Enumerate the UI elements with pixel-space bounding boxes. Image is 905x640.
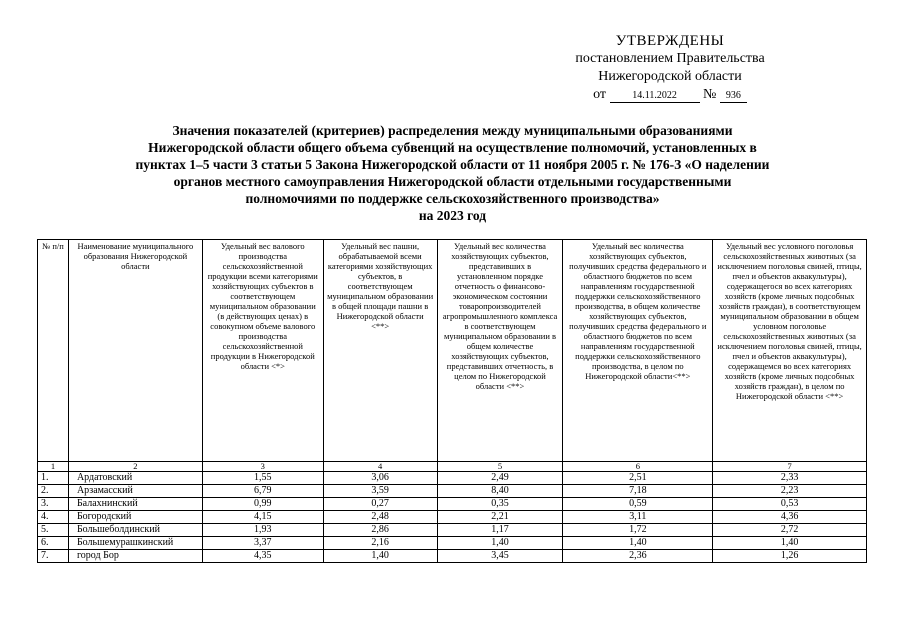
- approval-heading: УТВЕРЖДЕНЫ: [615, 33, 725, 49]
- number-label: №: [703, 87, 717, 102]
- livestock-value: 1,26: [713, 550, 867, 563]
- municipality-name: Богородский: [68, 511, 202, 524]
- reporting-entities-value: 0,35: [437, 498, 563, 511]
- reporting-entities-value: 3,45: [437, 550, 563, 563]
- arable-land-value: 3,06: [323, 472, 437, 485]
- gross-production-value: 1,55: [202, 472, 323, 485]
- gross-production-value: 6,79: [202, 485, 323, 498]
- title-line-6: на 2023 год: [418, 208, 487, 223]
- table-row: [38, 485, 867, 498]
- gross-production-value: 4,35: [202, 550, 323, 563]
- header-municipality: Наименование муниципального образования Нижегородской области: [68, 240, 202, 462]
- title-line-3: пунктах 1–5 части 3 статьи 5 Закона Нижегородской области от 11 ноября 2005 г. № 176-З «О наделении: [135, 157, 770, 172]
- table-row: [38, 511, 867, 524]
- supported-entities-value: 0,59: [563, 498, 713, 511]
- row-number: 6.: [38, 537, 69, 550]
- document-title: [95, 122, 810, 224]
- column-number: 1: [38, 462, 69, 472]
- reporting-entities-value: 2,21: [437, 511, 563, 524]
- indicators-table: [37, 239, 867, 563]
- approval-date-line: [560, 86, 780, 104]
- approval-date: 14.11.2022: [610, 90, 700, 103]
- livestock-value: 1,40: [713, 537, 867, 550]
- reporting-entities-value: 8,40: [437, 485, 563, 498]
- table-row: [38, 498, 867, 511]
- municipality-name: город Бор: [68, 550, 202, 563]
- table-row: [38, 550, 867, 563]
- column-number: 5: [437, 462, 563, 472]
- municipality-name: Большемурашкинский: [68, 537, 202, 550]
- table-row: [38, 524, 867, 537]
- title-line-5: полномочиями по поддержке сельскохозяйственного производства»: [245, 191, 660, 206]
- title-line-4: органов местного самоуправления Нижегородской области отдельными государственными: [173, 174, 732, 189]
- header-number: № п/п: [38, 240, 69, 462]
- title-line-2: Нижегородской области общего объема субвенций на осуществление полномочий, установленных в: [148, 140, 757, 155]
- livestock-value: 2,33: [713, 472, 867, 485]
- row-number: 4.: [38, 511, 69, 524]
- gross-production-value: 3,37: [202, 537, 323, 550]
- column-number: 2: [68, 462, 202, 472]
- row-number: 1.: [38, 472, 69, 485]
- column-number: 3: [202, 462, 323, 472]
- header-gross-production: Удельный вес валового производства сельскохозяйственной продукции всеми категориями хозяйствующих субъектов в соответствующем муниципальном образовании (в действующих ценах) в совокупном объеме валового производства сельскохозяйственной продукции в Нижегородской области <*>: [202, 240, 323, 462]
- row-number: 5.: [38, 524, 69, 537]
- header-reporting-entities: Удельный вес количества хозяйствующих субъектов, представивших в установленном порядке отчетность о финансово-экономическом состоянии товаропроизводителей агропромышленного комплекса в соответствующем муниципальном образовании в общем количестве хозяйствующих субъектов, представивших отчетность, в целом по Нижегородской области <**>: [437, 240, 563, 462]
- supported-entities-value: 1,40: [563, 537, 713, 550]
- header-arable-land: Удельный вес пашни, обрабатываемой всеми категориями хозяйствующих субъектов, в соответствующем муниципальном образовании в общей площади пашни в Нижегородской области <**>: [323, 240, 437, 462]
- supported-entities-value: 7,18: [563, 485, 713, 498]
- supported-entities-value: 2,36: [563, 550, 713, 563]
- table-row: [38, 472, 867, 485]
- gross-production-value: 1,93: [202, 524, 323, 537]
- municipality-name: Балахнинский: [68, 498, 202, 511]
- from-label: от: [593, 87, 607, 102]
- supported-entities-value: 3,11: [563, 511, 713, 524]
- header-supported-entities: Удельный вес количества хозяйствующих субъектов, получивших средства федерального и областного бюджетов по всем направлениям государственной поддержки сельскохозяйственного производства, в общем количестве хозяйствующих субъектов, получивших средства федерального и областного бюджетов по всем направлениям государственной поддержки сельскохозяйственного производства, в целом по Нижегородской области<**>: [563, 240, 713, 462]
- column-number: 7: [713, 462, 867, 472]
- livestock-value: 0,53: [713, 498, 867, 511]
- livestock-value: 2,72: [713, 524, 867, 537]
- arable-land-value: 2,48: [323, 511, 437, 524]
- row-number: 2.: [38, 485, 69, 498]
- column-number: 4: [323, 462, 437, 472]
- approval-number: 936: [720, 90, 747, 103]
- livestock-value: 2,23: [713, 485, 867, 498]
- title-line-1: Значения показателей (критериев) распределения между муниципальными образованиями: [172, 123, 733, 138]
- municipality-name: Ардатовский: [68, 472, 202, 485]
- reporting-entities-value: 1,40: [437, 537, 563, 550]
- table-header-row: [38, 240, 867, 462]
- arable-land-value: 1,40: [323, 550, 437, 563]
- gross-production-value: 4,15: [202, 511, 323, 524]
- approval-line-1: постановлением Правительства: [575, 51, 765, 66]
- supported-entities-value: 1,72: [563, 524, 713, 537]
- supported-entities-value: 2,51: [563, 472, 713, 485]
- table-row: [38, 537, 867, 550]
- column-number: 6: [563, 462, 713, 472]
- header-livestock: Удельный вес условного поголовья сельскохозяйственных животных (за исключением поголовья свиней, птицы, пчел и объектов аквакультуры), содержащегося во всех категориях хозяйств (кроме личных подсобных хозяйств граждан), в соответствующем муниципальном образовании в общем условном поголовье сельскохозяйственных животных (за исключением поголовья свиней, птицы, пчел и объектов аквакультуры), содержащемся во всех категориях хозяйств (кроме личных подсобных хозяйств граждан), в целом по Нижегородской области <**>: [713, 240, 867, 462]
- livestock-value: 4,36: [713, 511, 867, 524]
- row-number: 7.: [38, 550, 69, 563]
- arable-land-value: 2,16: [323, 537, 437, 550]
- column-number-row: [38, 462, 867, 472]
- approval-block: [560, 32, 780, 104]
- arable-land-value: 0,27: [323, 498, 437, 511]
- arable-land-value: 2,86: [323, 524, 437, 537]
- approval-line-2: Нижегородской области: [598, 69, 742, 84]
- municipality-name: Арзамасский: [68, 485, 202, 498]
- arable-land-value: 3,59: [323, 485, 437, 498]
- municipality-name: Большеболдинский: [68, 524, 202, 537]
- gross-production-value: 0,99: [202, 498, 323, 511]
- reporting-entities-value: 1,17: [437, 524, 563, 537]
- reporting-entities-value: 2,49: [437, 472, 563, 485]
- row-number: 3.: [38, 498, 69, 511]
